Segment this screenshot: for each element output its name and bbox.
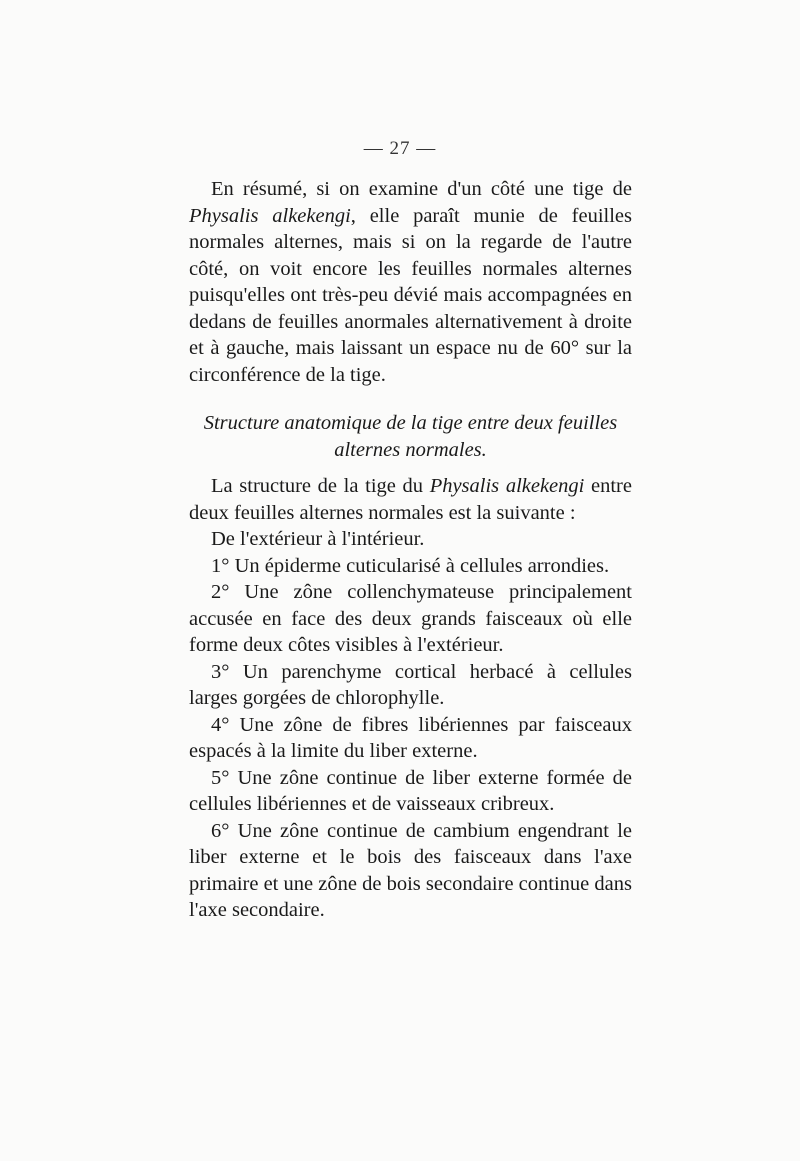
heading-line-1: Structure anatomique de la tige entre deux feuilles (203, 412, 618, 434)
page-number: — 27 — (363, 138, 437, 159)
summary-paragraph (189, 176, 632, 388)
list-item: 4° Une zône de fibres libériennes par faisceaux espacés à la limite du liber externe. (189, 713, 632, 762)
body-text (189, 176, 632, 924)
list-item: 1° Un épiderme cuticularisé à cellules arrondies. (211, 554, 610, 577)
species-name: Physalis alkekengi (189, 204, 351, 227)
summary-rest: , elle paraît munie de feuilles normales alternes, mais si on la regarde de l'autre côté, on voit encore les feuilles normales alternes puisqu'elles ont très-peu dévié mais accompagnées en dedans de feuilles anormales alternativement à droite et à gauche, mais laissant un espace nu de 60° sur la circonférence de la tige. (189, 204, 632, 386)
list-item: 3° Un parenchyme cortical herbacé à cellules larges gorgées de chlorophylle. (189, 660, 632, 709)
list-item: 6° Une zône continue de cambium engendrant le liber externe et le bois des faisceaux dans l'axe primaire et une zône de bois secondaire continue dans l'axe secondaire. (189, 819, 632, 921)
list-item: 2° Une zône collenchymateuse principalement accusée en face des deux grands faisceaux où elle forme deux côtes visibles à l'extérieur. (189, 581, 632, 656)
heading-line-2: alternes normales. (334, 438, 487, 461)
section-heading (189, 410, 632, 463)
species-name-2: Physalis alkekengi (429, 475, 585, 497)
summary-lead: En résumé, si on examine d'un côté une tige de (211, 178, 632, 200)
intro-lead: La structure de la tige du (211, 475, 430, 497)
intro-rest: entre deux feuilles alternes normales est la suivante : (189, 475, 632, 524)
structure-intro-paragraph (189, 473, 632, 526)
list-item: De l'extérieur à l'intérieur. (211, 528, 425, 550)
list-item: 5° Une zône continue de liber externe formée de cellules libériennes et de vaisseaux cribreux. (189, 766, 632, 815)
